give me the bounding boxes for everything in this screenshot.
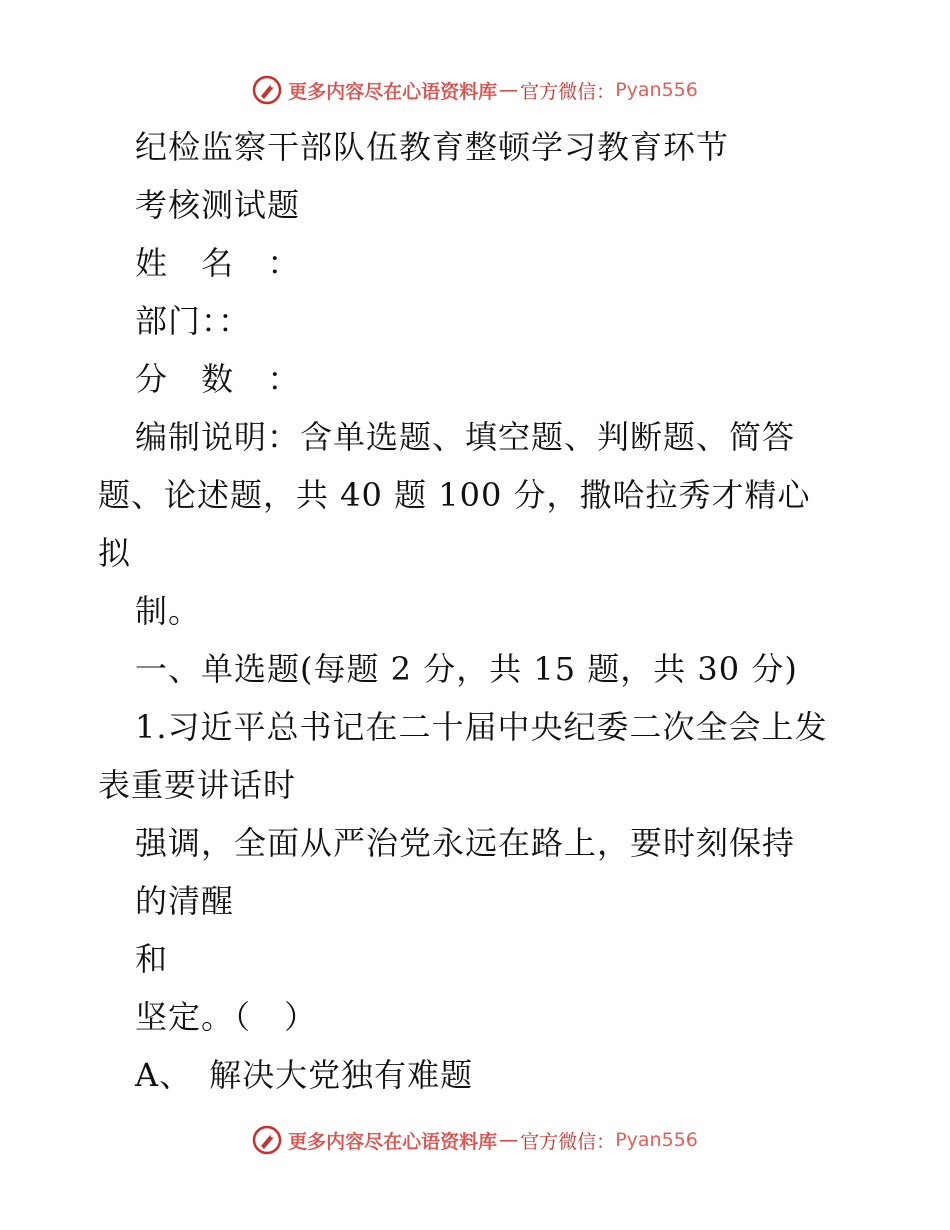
question-1-option-a: A、 解决大党独有难题 xyxy=(135,1056,474,1094)
title-line-2: 考核测试题 xyxy=(135,186,301,224)
question-1-line-4: 的清醒 xyxy=(135,882,235,920)
watermark-label: 官方微信： xyxy=(520,1130,616,1153)
pen-logo-icon xyxy=(252,1125,282,1155)
intro-line-3: 拟 xyxy=(98,534,132,572)
watermark-separator: — xyxy=(499,1129,519,1151)
question-1-line-6: 坚定。（ ） xyxy=(135,998,318,1036)
watermark-separator: — xyxy=(499,79,519,101)
document-body xyxy=(0,118,950,1104)
watermark-footer xyxy=(0,1120,950,1160)
question-1-line-5: 和 xyxy=(135,940,169,978)
title-line-1: 纪检监察干部队伍教育整顿学习教育环节 xyxy=(135,128,730,166)
watermark-id: Pyan556 xyxy=(615,79,698,101)
watermark-id: Pyan556 xyxy=(615,1129,698,1151)
watermark-text: 更多内容尽在心语资料库 xyxy=(288,80,498,103)
intro-line-2: 题、论述题，共 40 题 100 分，撒哈拉秀才精心 xyxy=(98,476,811,514)
field-name: 姓 名 ： xyxy=(135,244,312,282)
watermark-label: 官方微信： xyxy=(520,80,616,103)
intro-line-4: 制。 xyxy=(135,592,202,630)
question-1-line-2: 表重要讲话时 xyxy=(98,766,297,804)
question-1-line-1: 1.习近平总书记在二十届中央纪委二次全会上发 xyxy=(135,708,828,746)
watermark-header xyxy=(0,70,950,110)
watermark-text: 更多内容尽在心语资料库 xyxy=(288,1130,498,1153)
field-department: 部门：： xyxy=(135,302,252,340)
intro-line-1: 编制说明：含单选题、填空题、判断题、简答 xyxy=(135,418,796,456)
question-1-line-3: 强调，全面从严治党永远在路上，要时刻保持 xyxy=(135,824,796,862)
section-heading: 一、单选题(每题 2 分，共 15 题，共 30 分) xyxy=(135,650,798,688)
pen-logo-icon xyxy=(252,75,282,105)
field-score: 分 数 ： xyxy=(135,360,312,398)
